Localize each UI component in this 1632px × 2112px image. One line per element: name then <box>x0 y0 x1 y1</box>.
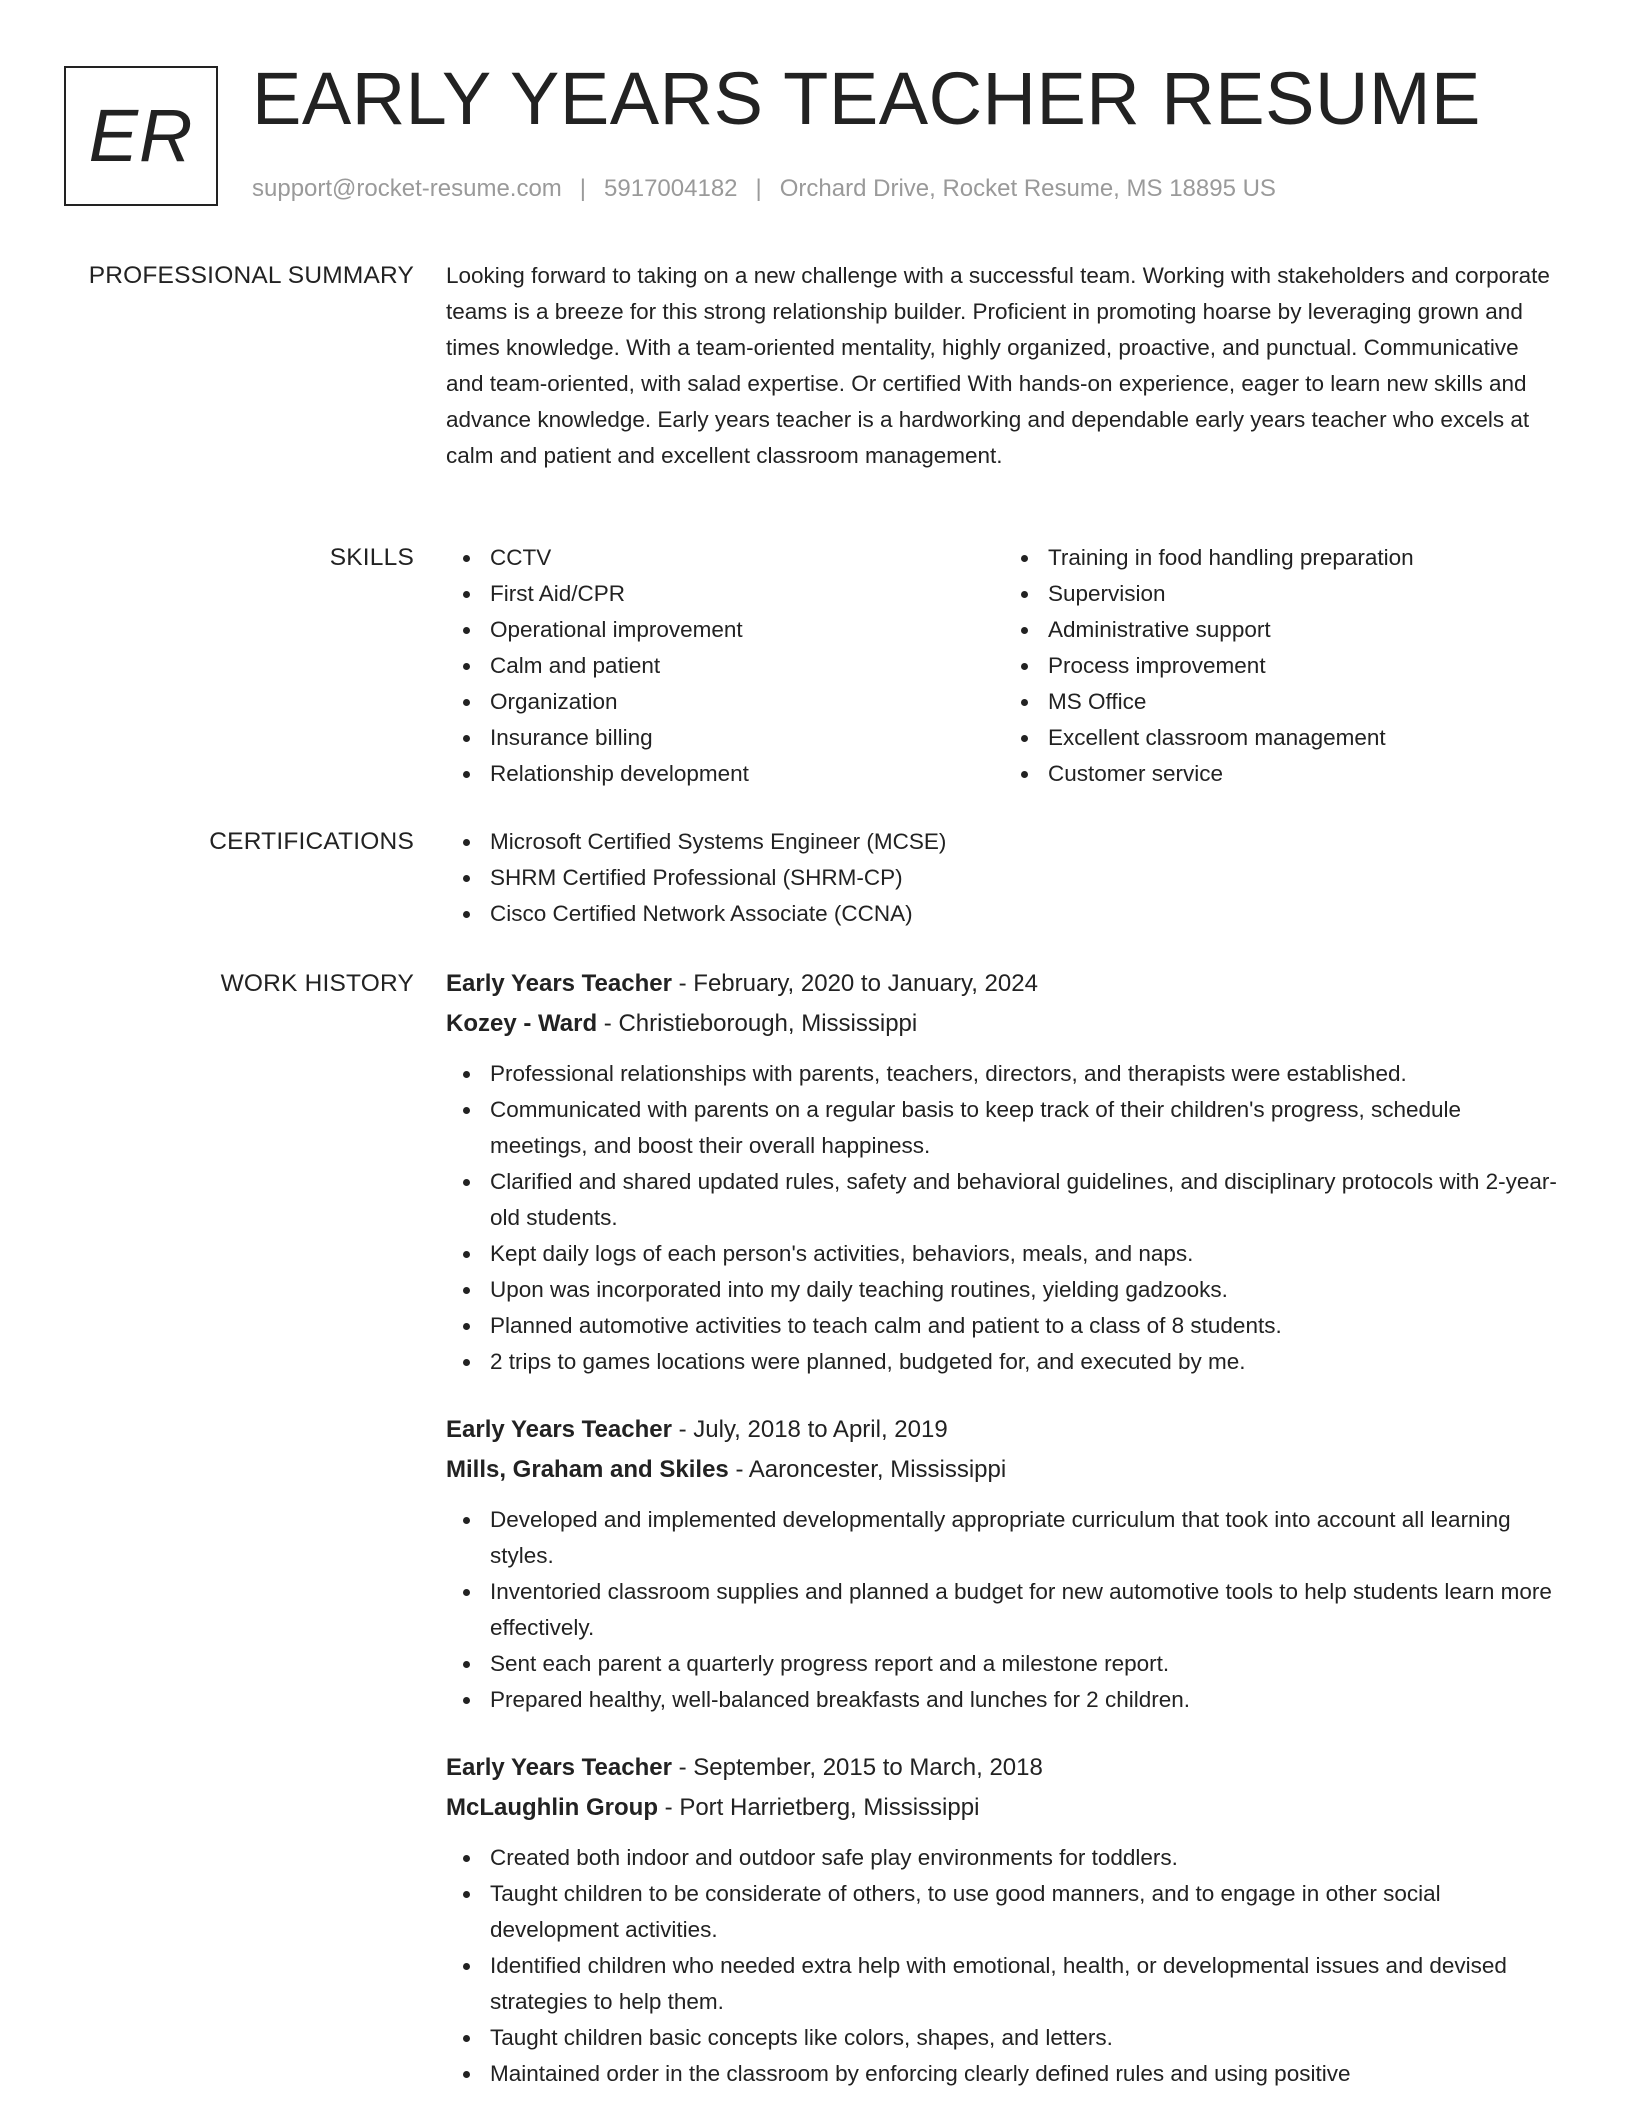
job-company-line <box>446 1004 1562 1044</box>
job-title: Early Years Teacher <box>446 1754 672 1781</box>
job-entry <box>446 1748 1562 2092</box>
list-item: Administrative support <box>1048 612 1562 648</box>
list-item: CCTV <box>490 540 1004 576</box>
work-history-body <box>446 964 1562 2112</box>
list-item: Microsoft Certified Systems Engineer (MCSE) <box>490 824 1562 860</box>
contact-address: Orchard Drive, Rocket Resume, MS 18895 US <box>779 175 1276 202</box>
job-bullets <box>446 1840 1562 2092</box>
list-item: Training in food handling preparation <box>1048 540 1562 576</box>
job-title: Early Years Teacher <box>446 1416 672 1443</box>
list-item: Prepared healthy, well-balanced breakfasts and lunches for 2 children. <box>490 1682 1562 1718</box>
job-entry <box>446 964 1562 1380</box>
list-item: Cisco Certified Network Associate (CCNA) <box>490 896 1562 932</box>
list-item: Organization <box>490 684 1004 720</box>
list-item: Calm and patient <box>490 648 1004 684</box>
list-item: Kept daily logs of each person's activities, behaviors, meals, and naps. <box>490 1236 1562 1272</box>
section-label-skills: SKILLS <box>329 544 414 571</box>
list-item: Sent each parent a quarterly progress report and a milestone report. <box>490 1646 1562 1682</box>
contact-email: support@rocket-resume.com <box>252 175 562 202</box>
list-item: SHRM Certified Professional (SHRM-CP) <box>490 860 1562 896</box>
job-dates: - February, 2020 to January, 2024 <box>671 970 1038 997</box>
summary-text: Looking forward to taking on a new challenge with a successful team. Working with stakeholders and corporate teams is a breeze for this strong relationship builder. Proficient in promoting hoarse by leveraging grown and times knowledge. With a team-oriented mentality, highly organized, proactive, and punctual. Communicative and team-oriented, with salad expertise. Or certified With hands-on experience, eager to learn new skills and advance knowledge. Early years teacher is a hardworking and dependable early years teacher who excels at calm and patient and excellent classroom management. <box>446 263 1550 468</box>
list-item: Insurance billing <box>490 720 1004 756</box>
list-item: 2 trips to games locations were planned, budgeted for, and executed by me. <box>490 1344 1562 1380</box>
monogram-initials: ER <box>88 94 194 177</box>
job-location: - Christieborough, Mississippi <box>597 1010 918 1037</box>
certifications-list <box>446 824 1562 932</box>
resume-title: EARLY YEARS TEACHER RESUME <box>252 57 1481 140</box>
list-item: Communicated with parents on a regular basis to keep track of their children's progress, schedule meetings, and boost their overall happiness. <box>490 1092 1562 1164</box>
list-item: Planned automotive activities to teach calm and patient to a class of 8 students. <box>490 1308 1562 1344</box>
job-dates: - September, 2015 to March, 2018 <box>671 1754 1043 1781</box>
job-location: - Port Harrietberg, Mississippi <box>657 1794 980 1821</box>
list-item: Professional relationships with parents, teachers, directors, and therapists were established. <box>490 1056 1562 1092</box>
job-entry <box>446 1410 1562 1718</box>
job-company-line <box>446 1450 1562 1490</box>
job-location: - Aaroncester, Mississippi <box>728 1456 1007 1483</box>
list-item: Maintained order in the classroom by enforcing clearly defined rules and using positive <box>490 2056 1562 2092</box>
list-item: First Aid/CPR <box>490 576 1004 612</box>
list-item: MS Office <box>1048 684 1562 720</box>
list-item: Created both indoor and outdoor safe play environments for toddlers. <box>490 1840 1562 1876</box>
list-item: Supervision <box>1048 576 1562 612</box>
skills-list-left <box>446 540 1004 792</box>
list-item: Excellent classroom management <box>1048 720 1562 756</box>
list-item: Inventoried classroom supplies and planned a budget for new automotive tools to help students learn more effectively. <box>490 1574 1562 1646</box>
job-title-line <box>446 964 1562 1004</box>
list-item: Customer service <box>1048 756 1562 792</box>
list-item: Relationship development <box>490 756 1004 792</box>
list-item: Clarified and shared updated rules, safety and behavioral guidelines, and disciplinary protocols with 2-year-old students. <box>490 1164 1562 1236</box>
job-company: Mills, Graham and Skiles <box>446 1456 729 1483</box>
list-item: Identified children who needed extra help with emotional, health, or developmental issues and devised strategies to help them. <box>490 1948 1562 2020</box>
job-title: Early Years Teacher <box>446 970 672 997</box>
list-item: Operational improvement <box>490 612 1004 648</box>
contact-separator: | <box>579 175 587 202</box>
list-item: Developed and implemented developmentally appropriate curriculum that took into account all learning styles. <box>490 1502 1562 1574</box>
certifications-body <box>446 824 1562 932</box>
job-company-line <box>446 1788 1562 1828</box>
list-item: Upon was incorporated into my daily teaching routines, yielding gadzooks. <box>490 1272 1562 1308</box>
job-company: Kozey - Ward <box>446 1010 598 1037</box>
monogram-badge <box>64 66 218 206</box>
job-title-line <box>446 1748 1562 1788</box>
section-label-certifications: CERTIFICATIONS <box>209 828 414 855</box>
list-item: Process improvement <box>1048 648 1562 684</box>
section-label-summary: PROFESSIONAL SUMMARY <box>88 262 414 289</box>
contact-line <box>252 175 1276 203</box>
list-item: Taught children to be considerate of others, to use good manners, and to engage in other social development activities. <box>490 1876 1562 1948</box>
job-dates: - July, 2018 to April, 2019 <box>671 1416 948 1443</box>
contact-phone: 5917004182 <box>604 175 738 202</box>
job-company: McLaughlin Group <box>446 1794 658 1821</box>
section-label-work-history: WORK HISTORY <box>220 970 414 997</box>
job-title-line <box>446 1410 1562 1450</box>
summary-body <box>446 258 1562 474</box>
job-bullets <box>446 1502 1562 1718</box>
job-bullets <box>446 1056 1562 1380</box>
skills-body <box>446 540 1562 792</box>
contact-separator: | <box>755 175 762 202</box>
list-item: Taught children basic concepts like colors, shapes, and letters. <box>490 2020 1562 2056</box>
skills-list-right <box>1004 540 1562 792</box>
